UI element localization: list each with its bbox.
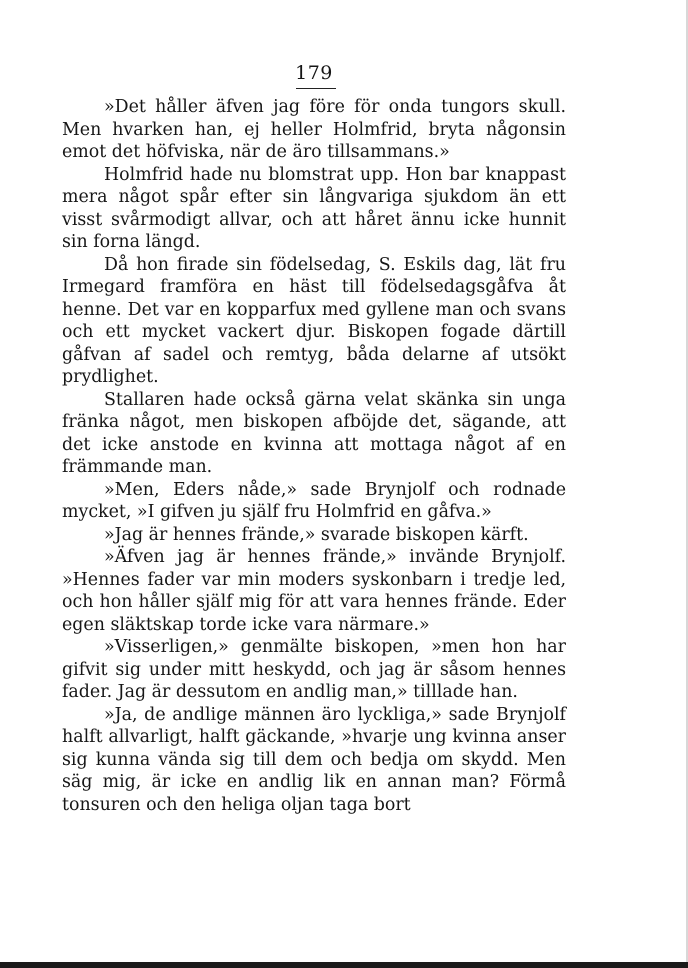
scan-bottom-edge (0, 962, 688, 968)
paragraph: Då hon firade sin födelsedag, S. Eskils dag, lät fru Irmegard framföra en häst till födelsedagsgåfva åt henne. Det var en kopparfux med gyllene man och svans och ett mycket vackert djur. Biskopen fogade därtill gåfvan af sadel och remtyg, båda delarne af utsökt prydlighet. (62, 254, 566, 387)
paragraph: Holmfrid hade nu blomstrat upp. Hon bar knappast mera något spår efter sin långvariga sjukdom än ett visst svårmodigt allvar, och att håret ännu icke hunnit sin forna längd. (62, 164, 566, 252)
paragraph: »Äfven jag är hennes frände,» invände Brynjolf. »Hennes fader var min moders syskonbarn i tredje led, och hon håller själf mig för att vara hennes frände. Eder egen släktskap torde icke vara närmare.» (62, 547, 566, 635)
paragraph: »Jag är hennes frände,» svarade biskopen kärft. (104, 524, 529, 545)
paragraph: »Visserligen,» genmälte biskopen, »men hon har gifvit sig under mitt heskydd, och jag är såsom hennes fader. Jag är dessutom en andlig man,» tilllade han. (62, 637, 566, 702)
paragraph: »Men, Eders nåde,» sade Brynjolf och rodnade mycket, »I gifven ju själf fru Holmfrid en gåfva.» (62, 479, 566, 522)
page-number: 179 (295, 62, 333, 84)
body-text (62, 96, 566, 816)
page-number-underline (296, 88, 336, 89)
paragraph: »Ja, de andlige männen äro lyckliga,» sade Brynjolf halft allvarligt, halft gäckande, »hvarje ung kvinna anser sig kunna vända sig till dem och bedja om skydd. Men säg mig, är icke en andlig lik en annan man? Förmå tonsuren och den heliga oljan taga bort (62, 704, 566, 815)
paragraph: Stallaren hade också gärna velat skänka sin unga fränka något, men biskopen afböjde det, sägande, att det icke anstode en kvinna att mottaga något af en främmande man. (62, 389, 566, 477)
paragraph: »Det håller äfven jag före för onda tungors skull. Men hvarken han, ej heller Holmfrid, bryta någonsin emot det höfviska, när de äro tillsammans.» (62, 97, 566, 162)
